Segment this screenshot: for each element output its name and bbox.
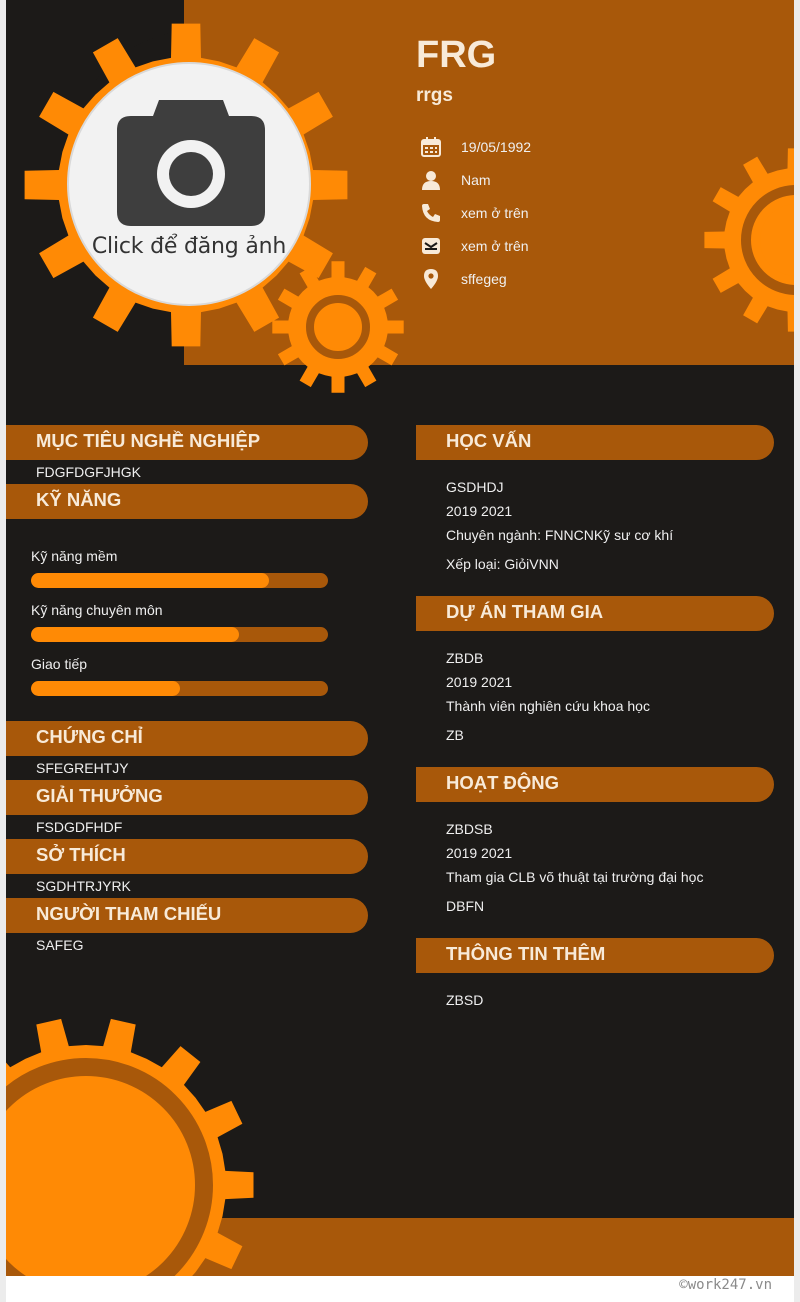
references-content[interactable]: SAFEG (36, 937, 84, 953)
projects-title: DỰ ÁN THAM GIA (446, 601, 604, 622)
skills-header (6, 484, 368, 519)
page-margin-right (794, 0, 800, 1302)
skill-label[interactable]: Kỹ năng chuyên môn (31, 602, 163, 618)
phone-value: xem ở trên (461, 205, 529, 221)
objective-header (6, 425, 368, 460)
education-header (416, 425, 774, 460)
person-icon (420, 169, 442, 191)
project-role[interactable]: Thành viên nghiên cứu khoa học (446, 698, 650, 714)
certificates-title: CHỨNG CHỈ (36, 726, 143, 747)
awards-content[interactable]: FSDGDFHDF (36, 819, 123, 835)
avatar-upload-label: Click để đăng ảnh (91, 234, 287, 259)
bottom-gear-icon (6, 1019, 254, 1276)
more-info-title: THÔNG TIN THÊM (446, 943, 606, 964)
project-period[interactable]: 2019 2021 (446, 674, 513, 690)
objective-content[interactable]: FDGFDGFJHGK (36, 464, 141, 480)
activity-role[interactable]: Tham gia CLB võ thuật tại trường đại học (446, 869, 704, 885)
skills-title: KỸ NĂNG (36, 489, 122, 510)
full-name[interactable]: FRG (416, 34, 497, 76)
gender-row[interactable] (416, 168, 491, 192)
calendar-icon (420, 136, 442, 158)
skill-label[interactable]: Kỹ năng mềm (31, 548, 118, 564)
more-info-content[interactable]: ZBSD (446, 992, 484, 1008)
activity-name[interactable]: ZBDSB (446, 821, 493, 837)
projects-header (416, 596, 774, 631)
awards-header (6, 780, 368, 815)
project-name[interactable]: ZBDB (446, 650, 484, 666)
address-value: sffegeg (461, 271, 507, 287)
email-row[interactable] (416, 234, 529, 258)
education-grade[interactable]: Xếp loại: GiỏiVNN (446, 556, 559, 572)
education-title: HỌC VẤN (446, 430, 532, 451)
certificates-content[interactable]: SFEGREHTJY (36, 760, 129, 776)
camera-icon (117, 100, 265, 226)
skill-bar-fill (31, 573, 269, 588)
email-icon (420, 235, 442, 257)
objective-title: MỤC TIÊU NGHỀ NGHIỆP (36, 430, 261, 451)
activity-description[interactable]: DBFN (446, 898, 485, 914)
education-school[interactable]: GSDHDJ (446, 479, 504, 495)
skill-bar-fill (31, 681, 180, 696)
awards-title: GIẢI THƯỞNG (36, 785, 163, 806)
skill-label[interactable]: Giao tiếp (31, 656, 88, 672)
hobbies-header (6, 839, 368, 874)
watermark: ©work247.vn (679, 1277, 772, 1293)
skill-bar[interactable] (31, 573, 328, 588)
job-title[interactable]: rrgs (416, 85, 453, 106)
education-major[interactable]: Chuyên ngành: FNNCNKỹ sư cơ khí (446, 527, 674, 543)
avatar-upload[interactable] (67, 62, 311, 306)
phone-icon (420, 202, 442, 224)
gear-shape (6, 1019, 254, 1276)
skill-bar-fill (31, 627, 239, 642)
gender-value: Nam (461, 172, 491, 188)
hobbies-content[interactable]: SGDHTRJYRK (36, 878, 131, 894)
gear-hole (316, 305, 360, 349)
skill-bar[interactable] (31, 627, 328, 642)
cv-page (6, 0, 794, 1276)
location-pin-icon (420, 268, 442, 290)
email-value: xem ở trên (461, 238, 529, 254)
education-period[interactable]: 2019 2021 (446, 503, 513, 519)
activities-title: HOẠT ĐỘNG (446, 772, 560, 793)
hobbies-title: SỞ THÍCH (36, 844, 126, 865)
project-description[interactable]: ZB (446, 727, 464, 743)
birthdate-row[interactable] (416, 135, 532, 159)
edge-gear-icon (704, 148, 794, 331)
references-title: NGƯỜI THAM CHIẾU (36, 903, 222, 924)
activity-period[interactable]: 2019 2021 (446, 845, 513, 861)
references-header (6, 898, 368, 933)
phone-row[interactable] (416, 201, 529, 225)
small-gear-icon (272, 261, 403, 392)
activities-header (416, 767, 774, 802)
skill-bar[interactable] (31, 681, 328, 696)
certificates-header (6, 721, 368, 756)
birthdate-value: 19/05/1992 (461, 139, 532, 155)
more-info-header (416, 938, 774, 973)
address-row[interactable] (416, 267, 507, 291)
